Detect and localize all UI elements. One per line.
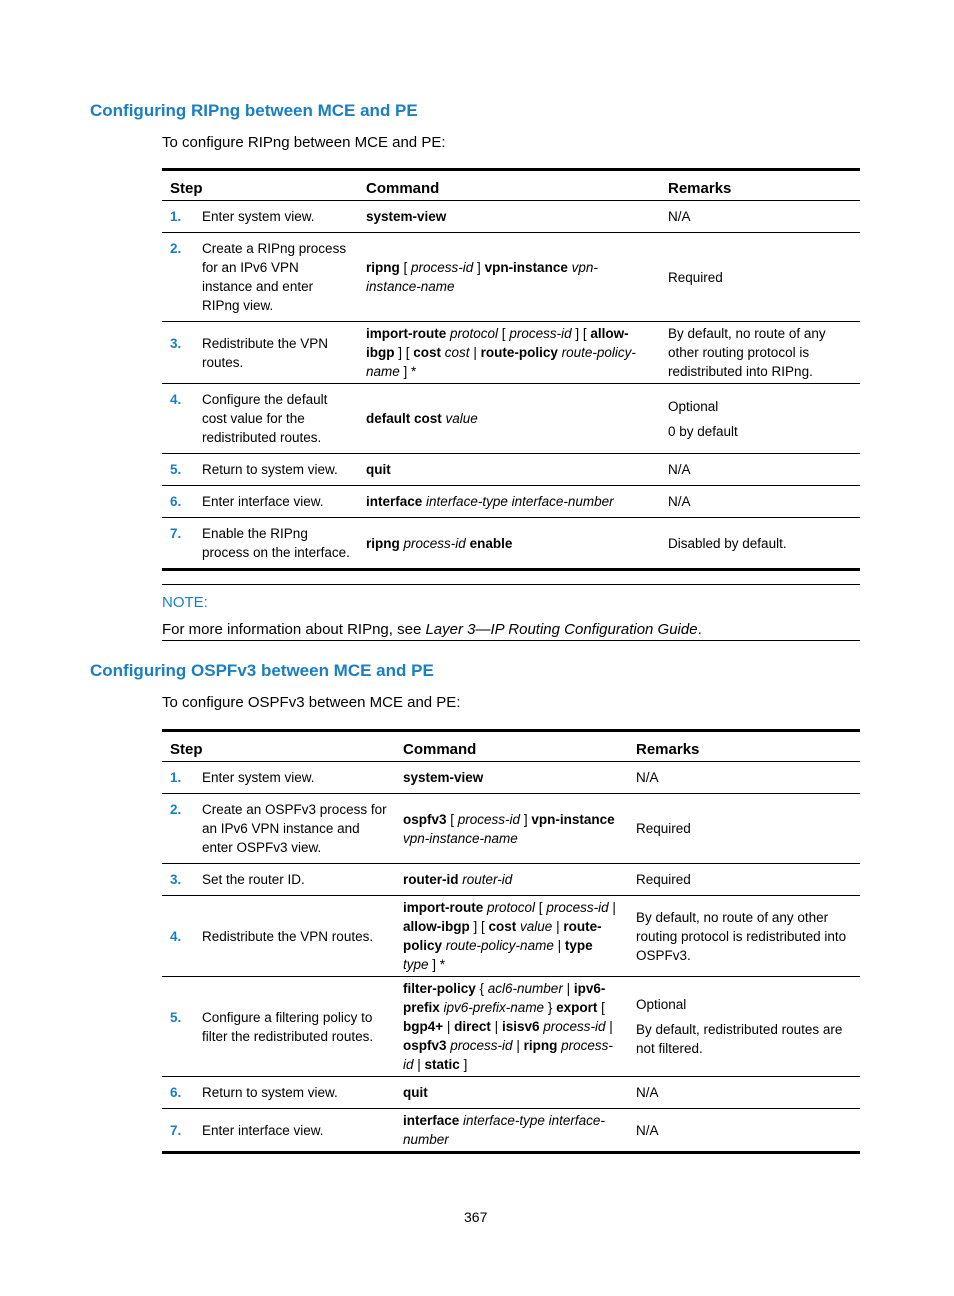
step-cell — [162, 1077, 395, 1109]
step-number: 4. — [170, 928, 182, 944]
command-cell: quit — [395, 1077, 628, 1109]
table-row — [162, 1109, 860, 1153]
note-guide-reference: Layer 3—IP Routing Configuration Guide — [425, 621, 698, 638]
table-row — [162, 454, 860, 486]
step-cell — [162, 896, 395, 977]
command-cell: filter-policy { acl6-number | ipv6-prefix ipv6-prefix-name } export [ bgp4+ | direct | isisv6 process-id | ospfv3 process-id | ripng process-id | static ] — [395, 977, 628, 1077]
remark-text: Required — [636, 821, 691, 836]
remarks-cell — [628, 896, 860, 977]
command-cell: system-view — [395, 762, 628, 794]
step-number: 1. — [170, 209, 182, 224]
step-description: Configure a filtering policy to filter the redistributed routes. — [202, 1009, 374, 1044]
step-cell — [162, 977, 395, 1077]
remark-text: N/A — [668, 209, 691, 224]
remark-text: By default, redistributed routes are not filtered. — [636, 1022, 843, 1056]
table-row — [162, 1077, 860, 1109]
table-row — [162, 977, 860, 1077]
remark-text: 0 by default — [668, 423, 738, 439]
step-cell — [162, 322, 358, 384]
remark-text: Required — [668, 269, 723, 285]
step-description: Return to system view. — [202, 1085, 338, 1100]
remark-text: By default, no route of any other routing protocol is redistributed into OSPFv3. — [636, 909, 847, 963]
remarks-cell — [660, 518, 860, 570]
ripng-steps-table — [162, 168, 860, 571]
step-number: 2. — [170, 241, 182, 256]
step-number: 5. — [170, 462, 182, 477]
step-cell — [162, 864, 395, 896]
table-row — [162, 518, 860, 570]
step-cell — [162, 201, 358, 233]
step-number: 2. — [170, 802, 182, 817]
step-number: 6. — [170, 494, 182, 509]
column-header-command: Command — [395, 731, 628, 762]
command-cell: interface interface-type interface-number — [403, 1113, 605, 1147]
table-row — [162, 233, 860, 322]
remarks-cell — [660, 322, 860, 384]
remark-text: N/A — [668, 494, 691, 509]
step-number: 7. — [170, 526, 182, 541]
note-text — [162, 621, 702, 638]
table-row — [162, 201, 860, 233]
step-description: Redistribute the VPN routes. — [202, 928, 374, 944]
step-cell — [162, 233, 358, 322]
section-heading-ripng: Configuring RIPng between MCE and PE — [90, 101, 418, 120]
section-intro-ripng: To configure RIPng between MCE and PE: — [162, 134, 446, 151]
page-number: 367 — [464, 1209, 488, 1225]
step-description: Return to system view. — [202, 462, 338, 477]
remarks-cell — [628, 1109, 860, 1153]
step-number: 6. — [170, 1085, 182, 1100]
table-row — [162, 762, 860, 794]
step-cell — [162, 454, 358, 486]
step-description: Enable the RIPng process on the interface. — [202, 526, 350, 560]
note-label: NOTE: — [162, 594, 208, 611]
table-row — [162, 864, 860, 896]
remarks-cell — [660, 201, 860, 233]
command-cell: ospfv3 [ process-id ] vpn-instance vpn-instance-name — [395, 794, 628, 864]
command-cell: interface interface-type interface-number — [358, 486, 660, 518]
command-cell: system-view — [358, 201, 660, 233]
remark-text: Required — [636, 872, 691, 887]
remarks-cell — [628, 794, 860, 864]
note-text-before: For more information about RIPng, see — [162, 621, 426, 638]
step-cell — [162, 384, 358, 454]
table-row — [162, 384, 860, 454]
step-description: Create a RIPng process for an IPv6 VPN instance and enter RIPng view. — [202, 241, 347, 313]
section-heading-ospfv3: Configuring OSPFv3 between MCE and PE — [90, 661, 434, 680]
note-box — [162, 584, 860, 641]
command-cell: import-route protocol [ process-id ] [ allow-ibgp ] [ cost cost | route-policy route-policy-name ] * — [358, 322, 660, 384]
remark-text: N/A — [636, 1122, 659, 1138]
step-description: Enter system view. — [202, 209, 315, 224]
remarks-cell — [660, 233, 860, 322]
step-cell — [162, 486, 358, 518]
remark-text: Disabled by default. — [668, 535, 787, 551]
command-cell: quit — [358, 454, 660, 486]
command-cell: ripng process-id enable — [366, 535, 513, 551]
step-number: 5. — [170, 1009, 182, 1025]
remarks-cell — [660, 454, 860, 486]
step-description: Enter system view. — [202, 770, 315, 785]
step-number: 4. — [170, 392, 182, 407]
table-row — [162, 322, 860, 384]
command-cell: ripng [ process-id ] vpn-instance vpn-instance-name — [358, 233, 660, 322]
step-description: Create an OSPFv3 process for an IPv6 VPN instance and enter OSPFv3 view. — [202, 802, 387, 855]
step-description: Enter interface view. — [202, 1122, 324, 1138]
step-description: Configure the default cost value for the redistributed routes. — [202, 392, 328, 445]
note-text-after: . — [697, 621, 702, 638]
remark-text: N/A — [668, 462, 691, 477]
step-description: Set the router ID. — [202, 872, 305, 887]
command-cell: import-route protocol [ process-id | allow-ibgp ] [ cost value | route-policy route-policy-name | type type ] * — [395, 896, 628, 977]
table-row — [162, 486, 860, 518]
step-cell — [162, 794, 395, 864]
remark-text: Optional — [668, 398, 719, 414]
step-cell — [162, 762, 395, 794]
column-header-remarks: Remarks — [628, 731, 860, 762]
remarks-cell — [628, 864, 860, 896]
command-cell: router-id router-id — [395, 864, 628, 896]
remark-text: N/A — [636, 770, 659, 785]
step-number: 1. — [170, 770, 182, 785]
table-row — [162, 794, 860, 864]
column-header-remarks: Remarks — [660, 170, 860, 201]
step-cell — [162, 1109, 395, 1153]
remark-text: By default, no route of any other routing protocol is redistributed into RIPng. — [668, 326, 826, 379]
table-row — [162, 896, 860, 977]
step-description: Enter interface view. — [202, 494, 324, 509]
column-header-step: Step — [162, 731, 395, 762]
remarks-cell — [628, 762, 860, 794]
remarks-cell — [660, 486, 860, 518]
step-number: 3. — [170, 872, 182, 887]
column-header-command: Command — [358, 170, 660, 201]
step-description: Redistribute the VPN routes. — [202, 335, 329, 370]
remark-text: N/A — [636, 1085, 659, 1100]
remark-text: Optional — [636, 997, 687, 1012]
step-cell — [162, 518, 358, 570]
step-number: 7. — [170, 1122, 182, 1138]
ospfv3-steps-table — [162, 729, 860, 1154]
command-cell: default cost value — [358, 384, 660, 454]
remarks-cell — [628, 977, 860, 1077]
remarks-cell — [628, 1077, 860, 1109]
step-number: 3. — [170, 335, 182, 351]
column-header-step: Step — [162, 170, 358, 201]
section-intro-ospfv3: To configure OSPFv3 between MCE and PE: — [162, 694, 461, 711]
remarks-cell — [660, 384, 860, 454]
